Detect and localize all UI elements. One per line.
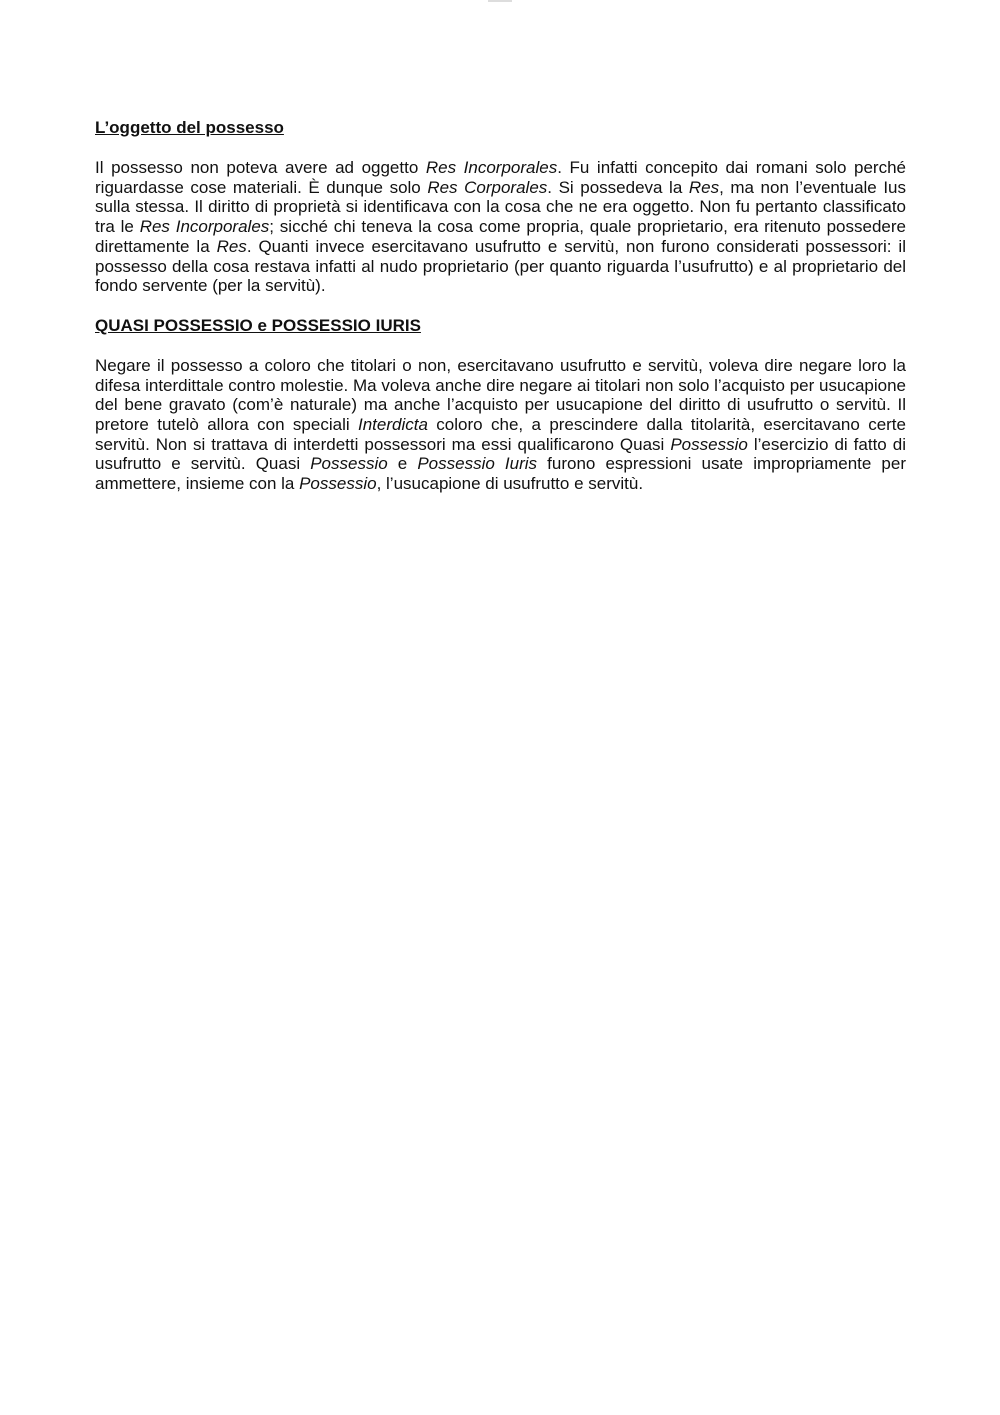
- text-run: coloro che, a prescindere dalla titolarità, esercitavano certe servitù. Non si trattava di interdetti possessori ma essi qualificarono Quasi: [95, 415, 906, 454]
- section-paragraph: [95, 158, 906, 296]
- section-title: QUASI POSSESSIO e POSSESSIO IURIS: [95, 315, 421, 335]
- italic-term: Interdicta: [358, 415, 428, 435]
- text-run: , ma non l’eventuale Ius sulla stessa. Il diritto di proprietà si identificava con la cosa che ne era oggetto. Non fu pertanto classificato tra le: [95, 177, 906, 237]
- italic-term: Res Incorporales: [425, 158, 558, 177]
- section-quasi-possessio: [95, 316, 906, 494]
- section-paragraph: [95, 356, 906, 494]
- italic-term: Possessio: [310, 454, 388, 474]
- text-run: l’esercizio di fatto di usufrutto e servitù. Quasi: [95, 434, 906, 474]
- text-run: furono espressioni usate impropriamente per ammettere, insieme con la: [95, 454, 906, 494]
- italic-term: Possessio: [299, 474, 377, 494]
- italic-term: Res: [216, 236, 247, 256]
- page-header-mark: [488, 0, 512, 2]
- italic-term: Res: [688, 177, 720, 197]
- text-run: . Fu infatti concepito dai romani solo perché riguardasse cose materiali. È dunque solo: [95, 158, 906, 197]
- section-title: L’oggetto del possesso: [95, 118, 284, 137]
- text-run: e: [387, 454, 418, 474]
- document-page: [95, 118, 906, 514]
- text-run: . Quanti invece esercitavano usufrutto e servitù, non furono considerati possessori: il possesso della cosa restava infatti al nudo proprietario (per quanto riguarda l’usufrutto) e al proprietario del fondo servente (per la servitù).: [95, 236, 906, 296]
- text-run: Il possesso non poteva avere ad oggetto: [95, 158, 426, 177]
- italic-term: Res Incorporales: [139, 217, 270, 237]
- text-run: . Si possedeva la: [547, 177, 689, 197]
- italic-term: Res Corporales: [427, 177, 548, 197]
- italic-term: Possessio: [670, 434, 748, 454]
- text-run: ; sicché chi teneva la cosa come propria, quale proprietario, era ritenuto possedere direttamente la: [95, 217, 906, 256]
- text-run: Negare il possesso a coloro che titolari o non, esercitavano usufrutto e servitù, voleva dire negare loro la difesa interdittale contro molestie. Ma voleva anche dire negare ai titolari non solo l’acquisto per usucapione del bene gravato (com’è naturale) ma anche l’acquisto per usucapione del diritto di usufrutto o servitù. Il pretore tutelò allora con speciali: [95, 355, 906, 435]
- text-run: , l’usucapione di usufrutto e servitù.: [376, 474, 644, 494]
- italic-term: Possessio Iuris: [417, 454, 538, 474]
- section-oggetto-possesso: [95, 118, 906, 296]
